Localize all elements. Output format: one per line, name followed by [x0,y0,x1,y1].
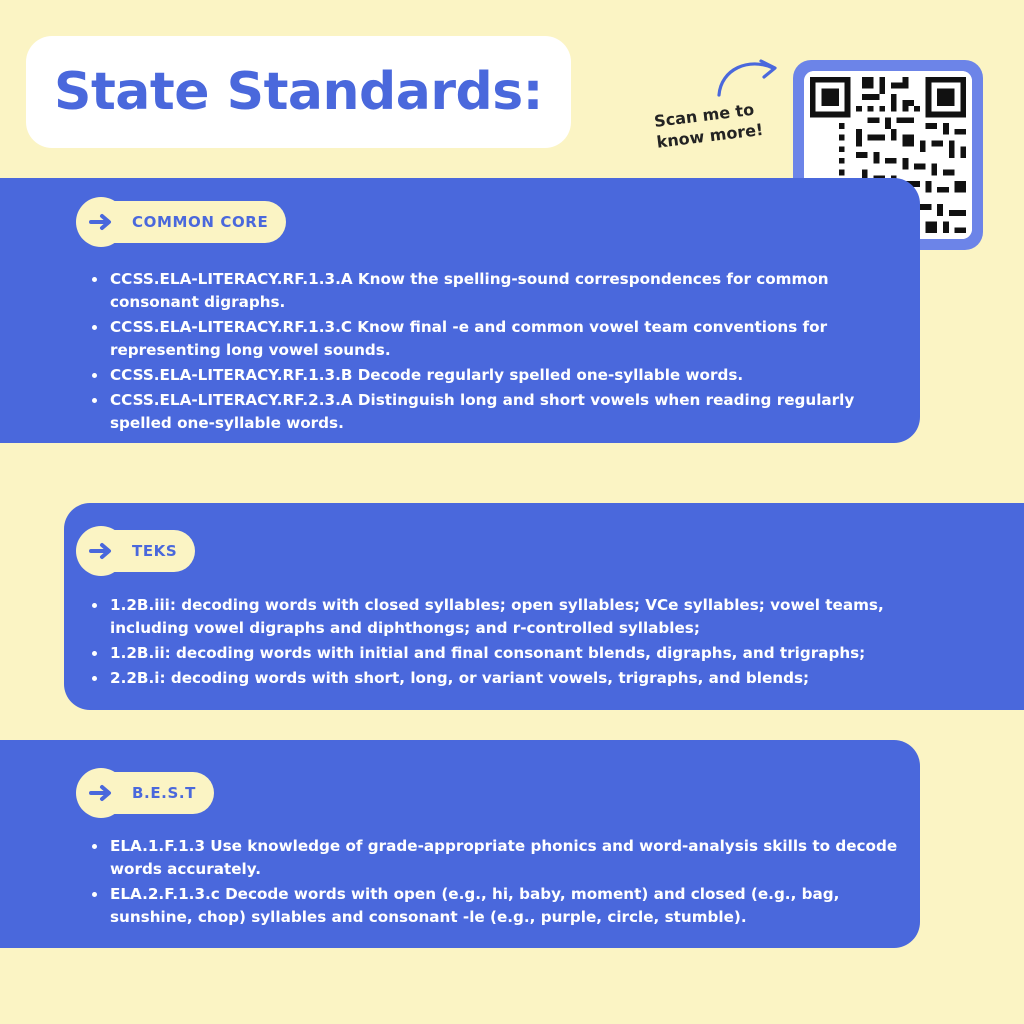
list-item: CCSS.ELA-LITERACY.RF.1.3.C Know final -e and common vowel team conventions for representing long vowel sounds. [88,316,908,362]
arrow-right-icon [76,526,126,576]
list-item: 1.2B.ii: decoding words with initial and final consonant blends, digraphs, and trigraphs; [88,642,926,665]
list-item: CCSS.ELA-LITERACY.RF.1.3.B Decode regularly spelled one-syllable words. [88,364,908,387]
arrow-right-icon [76,768,126,818]
list-item: ELA.2.F.1.3.c Decode words with open (e.g., hi, baby, moment) and closed (e.g., bag, sunshine, chop) syllables and consonant -le (e.g., purple, circle, stumble). [88,883,916,929]
section-tag-label: TEKS [132,542,178,560]
list-item: CCSS.ELA-LITERACY.RF.1.3.A Know the spelling-sound correspondences for common consonant digraphs. [88,268,908,314]
section-tag-teks [80,530,195,572]
section-tag-label: COMMON CORE [132,213,269,231]
scan-me-label: Scan me to know more! [653,99,765,152]
standards-list-best [88,835,916,931]
standards-list-teks [88,594,926,692]
list-item: CCSS.ELA-LITERACY.RF.2.3.A Distinguish long and short vowels when reading regularly spelled one-syllable words. [88,389,908,435]
standards-list-common-core [88,268,908,437]
page-title: State Standards: [54,62,543,122]
list-item: ELA.1.F.1.3 Use knowledge of grade-appropriate phonics and word-analysis skills to decode words accurately. [88,835,916,881]
list-item: 2.2B.i: decoding words with short, long, or variant vowels, trigraphs, and blends; [88,667,926,690]
arrow-right-icon [76,197,126,247]
section-tag-best [80,772,214,814]
scan-me-block [655,55,795,155]
section-tag-common-core [80,201,286,243]
section-tag-label: B.E.S.T [132,784,197,802]
page-title-card [26,36,571,148]
list-item: 1.2B.iii: decoding words with closed syllables; open syllables; VCe syllables; vowel teams, including vowel digraphs and diphthongs; and r-controlled syllables; [88,594,926,640]
